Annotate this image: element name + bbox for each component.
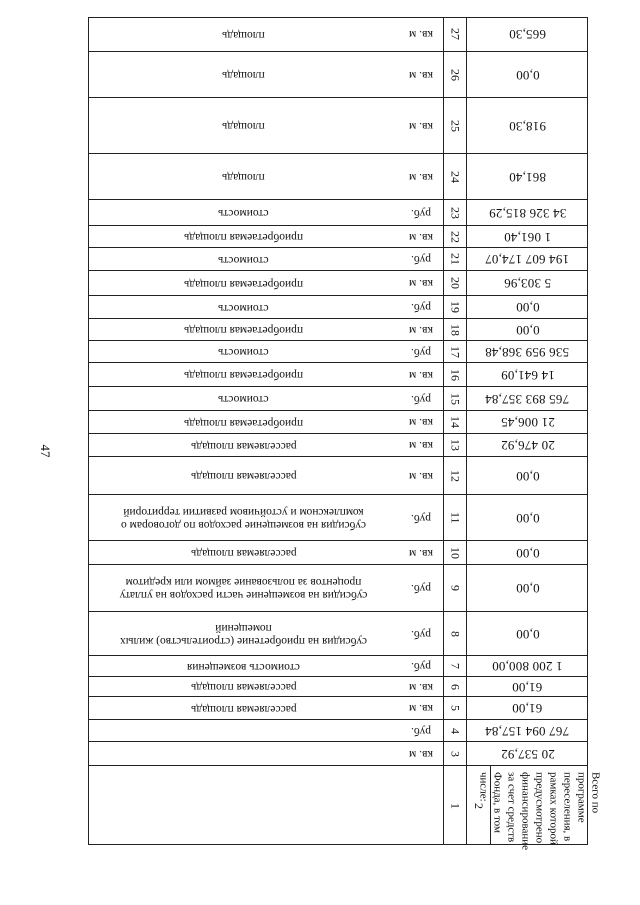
column-number-cell (443, 612, 467, 655)
unit-cell (399, 656, 443, 676)
unit-label: руб. (411, 206, 431, 219)
indicator-value: 0,00 (515, 468, 540, 484)
unit-label: руб. (411, 253, 431, 265)
column-number-cell (443, 697, 467, 719)
indicator-cell (88, 612, 399, 655)
column-number-cell (443, 565, 467, 611)
column-number: 26 (448, 68, 463, 81)
indicator-cell (88, 98, 399, 153)
indicator-name: расселяемая площадь (190, 470, 297, 482)
value-cell (467, 742, 588, 765)
indicator-value: 861,40 (509, 169, 546, 185)
unit-label: руб. (411, 301, 431, 313)
value-cell (467, 656, 588, 676)
value-cell (467, 541, 588, 564)
value-cell (467, 52, 588, 97)
indicator-name: субсидия на приобретение (строительство) жилых помещений (120, 621, 368, 647)
indicator-value: 34 326 815,29 (488, 205, 567, 221)
unit-label: кв. м (408, 277, 434, 289)
column-number-cell (443, 200, 467, 225)
indicator-name: стоимость (218, 393, 269, 405)
value-cell (467, 341, 588, 362)
unit-label: кв. м (408, 323, 434, 336)
indicator-name: площадь (222, 171, 265, 183)
indicator-cell (88, 319, 399, 340)
column-number-cell (443, 154, 467, 199)
unit-label: кв. м (408, 469, 434, 482)
indicator-value: 61,00 (512, 701, 543, 716)
unit-cell (399, 319, 443, 340)
indicator-cell (88, 742, 399, 765)
value-cell (467, 248, 588, 270)
indicator-cell (88, 457, 399, 494)
program-name: Всего по программе переселения, в рамках которой предусмотрено финансирование за счет средств Фонда, в том числе: (477, 772, 602, 851)
table-row (88, 247, 588, 270)
indicator-name: стоимость (218, 253, 269, 266)
indicator-name: расселяемая площадь (190, 681, 297, 693)
table-row (88, 318, 588, 340)
program-table (88, 17, 602, 851)
table-row (88, 51, 588, 97)
table-row (88, 17, 588, 51)
indicator-value: 0,00 (515, 545, 540, 561)
indicator-name: приобретаемая площадь (183, 277, 304, 290)
column-number-cell (443, 656, 467, 676)
indicator-value: 21 006,45 (500, 415, 555, 430)
indicator-cell (88, 697, 399, 719)
indicator-value: 0,00 (515, 581, 540, 596)
value-cell (467, 387, 588, 410)
column-number: 9 (448, 585, 463, 591)
indicator-value: 665,30 (509, 27, 546, 42)
indicator-cell (88, 656, 399, 676)
unit-label: кв. м (408, 747, 434, 760)
unit-cell (399, 17, 443, 51)
table-row (88, 655, 588, 676)
indicator-cell (88, 541, 399, 564)
indicator-name: приобретаемая площадь (183, 416, 304, 429)
value-cell (467, 98, 588, 153)
indicator-name: приобретаемая площадь (183, 369, 304, 381)
column-number-cell (443, 495, 467, 540)
indicator-name: субсидия на возмещение части расходов на уплату процентов за пользование займом или кредитом (119, 576, 368, 601)
program-name-cell (467, 766, 602, 851)
indicator-name: площадь (222, 69, 265, 81)
column-number: 23 (448, 206, 463, 219)
indicator-value: 61,00 (512, 679, 543, 695)
value-cell (467, 457, 588, 494)
column-number: 5 (448, 705, 463, 711)
indicator-cell (88, 495, 399, 540)
indicator-cell (88, 17, 399, 51)
indicator-name: приобретаемая площадь (183, 231, 304, 243)
indicator-cell (88, 387, 399, 410)
table-row (88, 741, 588, 765)
indicator-value: 5 303,96 (503, 276, 552, 291)
column-number: 20 (448, 277, 463, 289)
column-number-cell (443, 296, 467, 318)
column-number: 1 (448, 802, 463, 809)
unit-cell (399, 612, 443, 655)
column-number: 2 (472, 802, 486, 809)
column-number-cell (443, 226, 467, 247)
unit-label: кв. м (408, 680, 434, 693)
indicator-name: расселяемая площадь (190, 702, 297, 715)
unit-label: кв. м (408, 170, 434, 183)
unit-label: руб. (411, 724, 431, 737)
unit-cell (399, 98, 443, 153)
indicator-name: стоимость возмещения (187, 660, 300, 673)
unit-label: кв. м (408, 416, 434, 428)
indicator-value: 536 959 368,48 (485, 344, 570, 360)
indicator-name: стоимость (218, 301, 269, 314)
column-number-cell (443, 541, 467, 564)
value-cell (467, 697, 588, 719)
unit-label: руб. (411, 511, 431, 524)
table-row (88, 564, 588, 611)
table-row (88, 676, 588, 696)
value-cell (467, 612, 588, 655)
page-number: 47 (38, 444, 53, 458)
table-row (88, 456, 588, 494)
column-number: 12 (448, 469, 463, 482)
value-cell (467, 17, 588, 51)
unit-cell (399, 411, 443, 433)
indicator-value: 767 094 157,84 (485, 723, 570, 739)
indicator-value: 0,00 (515, 300, 540, 315)
column-number: 16 (448, 368, 463, 381)
column-number: 10 (448, 546, 463, 559)
indicator-name: расселяемая площадь (190, 439, 297, 452)
unit-label: кв. м (408, 68, 434, 81)
indicator-value: 1 061,40 (503, 229, 552, 245)
unit-cell (399, 434, 443, 456)
column-number: 19 (448, 301, 463, 313)
table-row (88, 719, 588, 741)
indicator-value: 765 893 357,84 (485, 391, 570, 407)
unit-cell (399, 296, 443, 318)
table-row (88, 97, 588, 153)
column-number: 17 (448, 345, 463, 358)
unit-cell (399, 720, 443, 741)
column-number: 3 (448, 750, 463, 757)
unit-cell (399, 565, 443, 611)
indicator-value: 0,00 (515, 510, 540, 526)
indicator-cell (88, 296, 399, 318)
table-row (88, 340, 588, 362)
column-number-cell (443, 457, 467, 494)
unit-label: руб. (411, 392, 431, 405)
column-number: 24 (448, 170, 463, 183)
unit-label: кв. м (408, 119, 434, 132)
program-name-wrapper (477, 766, 602, 851)
indicator-value: 918,30 (509, 118, 546, 134)
indicator-cell (88, 52, 399, 97)
column-number-cell (443, 52, 467, 97)
value-cell (467, 411, 588, 433)
column-number-cell (443, 411, 467, 433)
unit-label: кв. м (408, 439, 434, 451)
indicator-value: 0,00 (515, 67, 540, 83)
unit-cell (399, 677, 443, 696)
column-number-cell (443, 271, 467, 295)
indicator-cell (88, 271, 399, 295)
value-cell (467, 565, 588, 611)
unit-cell (399, 363, 443, 386)
column-number: 18 (448, 323, 463, 336)
column-number-cell (443, 17, 467, 51)
column-number-cell (443, 677, 467, 696)
value-cell (467, 200, 588, 225)
column-number: 7 (448, 663, 463, 669)
column-number-cell (443, 248, 467, 270)
unit-label: кв. м (408, 702, 434, 714)
indicator-cell (88, 226, 399, 247)
indicator-value: 14 641,09 (500, 367, 555, 383)
indicator-name: стоимость (218, 207, 269, 219)
column-number: 21 (448, 253, 463, 265)
value-cell (467, 363, 588, 386)
unit-cell (399, 495, 443, 540)
table-row (88, 410, 588, 433)
indicator-value: 194 607 174,07 (485, 252, 570, 267)
table-row (88, 153, 588, 199)
unit-label: руб. (411, 582, 431, 594)
indicator-value: 0,00 (515, 626, 540, 642)
unit-cell (399, 154, 443, 199)
indicator-name: субсидия на возмещение расходов по договорам о комплексном и устойчивом развитии территорий (121, 505, 366, 531)
indicator-cell (88, 200, 399, 225)
unit-cell (399, 457, 443, 494)
column-number-cell (443, 434, 467, 456)
table-row (88, 433, 588, 456)
column-number: 6 (448, 683, 463, 690)
table-row (88, 540, 588, 564)
table-row (88, 362, 588, 386)
table-row (88, 494, 588, 540)
unit-cell (399, 52, 443, 97)
value-cell (467, 226, 588, 247)
unit-label: кв. м (408, 546, 434, 559)
unit-label: руб. (411, 660, 431, 672)
table-row (88, 295, 588, 318)
column-number: 15 (448, 392, 463, 405)
indicator-cell (88, 677, 399, 696)
column-number-cell (443, 363, 467, 386)
header-row (88, 765, 602, 851)
value-cell (467, 154, 588, 199)
table-row (88, 270, 588, 295)
unit-cell (399, 341, 443, 362)
column-number-cell (443, 742, 467, 765)
unit-label: кв. м (408, 368, 434, 381)
value-cell (467, 271, 588, 295)
indicator-cell (88, 720, 399, 741)
indicator-value: 20 476,92 (500, 438, 555, 453)
column-number-cell (443, 720, 467, 741)
unit-cell (399, 541, 443, 564)
column-number: 27 (448, 28, 463, 40)
unit-cell (399, 742, 443, 765)
unit-label: кв. м (408, 230, 434, 243)
indicator-cell (88, 434, 399, 456)
indicator-cell (88, 411, 399, 433)
indicator-name: площадь (222, 120, 265, 132)
column-number-cell (443, 98, 467, 153)
column-number: 22 (448, 230, 463, 243)
indicator-name: расселяемая площадь (190, 547, 297, 559)
table-row (88, 199, 588, 225)
column-number: 11 (448, 511, 463, 524)
indicator-name: приобретаемая площадь (183, 324, 304, 336)
unit-cell (399, 271, 443, 295)
column-number-cell (443, 387, 467, 410)
column-number: 25 (448, 119, 463, 132)
indicator-value: 20 537,92 (500, 746, 555, 762)
unit-label: руб. (411, 345, 431, 358)
indicator-cell (88, 248, 399, 270)
value-cell (467, 677, 588, 696)
indicator-cell (88, 565, 399, 611)
unit-cell (399, 226, 443, 247)
column-number: 14 (448, 416, 463, 428)
table-row (88, 225, 588, 247)
indicator-value: 1 200 800,00 (492, 659, 563, 674)
table-row (88, 696, 588, 719)
value-cell (467, 296, 588, 318)
header-empty-cell (88, 766, 443, 845)
indicator-name: стоимость (218, 346, 269, 358)
column-number: 8 (448, 630, 463, 637)
unit-cell (399, 248, 443, 270)
table-row (88, 611, 588, 655)
column-number-cell (443, 766, 467, 845)
unit-cell (399, 387, 443, 410)
column-number: 13 (448, 439, 463, 451)
indicator-cell (88, 154, 399, 199)
indicator-cell (88, 341, 399, 362)
indicator-name: площадь (222, 28, 265, 41)
column-number-cell (443, 319, 467, 340)
unit-cell (399, 200, 443, 225)
column-number: 4 (448, 727, 463, 734)
value-cell (467, 434, 588, 456)
value-cell (467, 319, 588, 340)
unit-label: кв. м (408, 28, 434, 40)
column-number-cell (443, 341, 467, 362)
unit-label: руб. (411, 627, 431, 640)
value-cell (467, 720, 588, 741)
value-cell (467, 495, 588, 540)
indicator-value: 0,00 (515, 322, 540, 338)
table-row (88, 386, 588, 410)
indicator-cell (88, 363, 399, 386)
unit-cell (399, 697, 443, 719)
